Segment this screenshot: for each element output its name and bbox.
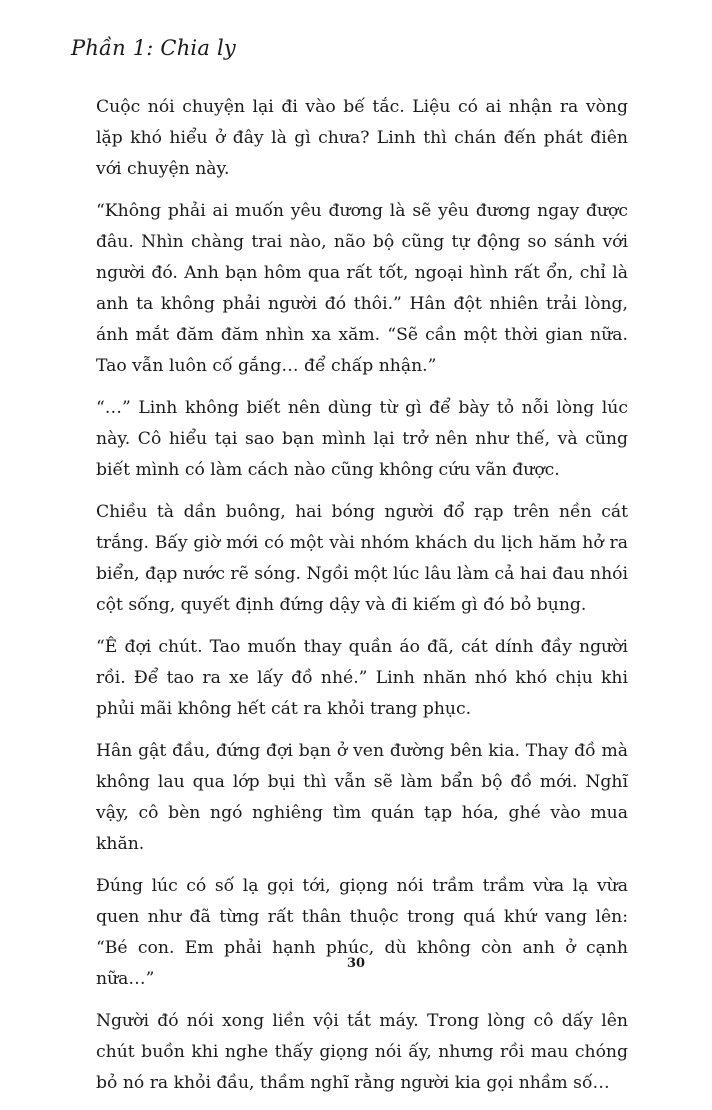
paragraph: Đúng lúc có số lạ gọi tới, giọng nói trầm trầm vừa lạ vừa quen như đã từng rất thân thuộc trong quá khứ vang lên: “Bé con. Em phải hạnh phúc, dù không còn anh ở cạnh nữa…” [96,876,628,989]
paragraph: Người đó nói xong liền vội tắt máy. Trong lòng cô dấy lên chút buồn khi nghe thấy giọng nói ấy, nhưng rồi mau chóng bỏ nó ra khỏi đầu, thầm nghĩ rằng người kia gọi nhầm số… [96,1011,628,1093]
paragraph: “Ê đợi chút. Tao muốn thay quần áo đã, cát dính đầy người rồi. Để tao ra xe lấy đồ nhé.” Linh nhăn nhó khó chịu khi phủi mãi không hết cát ra khỏi trang phục. [96,637,628,719]
paragraph: Cuộc nói chuyện lại đi vào bế tắc. Liệu có ai nhận ra vòng lặp khó hiểu ở đây là gì chưa? Linh thì chán đến phát điên với chuyện này. [96,97,628,179]
paragraph: Hân gật đầu, đứng đợi bạn ở ven đường bên kia. Thay đồ mà không lau qua lớp bụi thì vẫn sẽ làm bẩn bộ đồ mới. Nghĩ vậy, cô bèn ngó nghiêng tìm quán tạp hóa, ghé vào mua khăn. [96,741,628,854]
paragraph: “Không phải ai muốn yêu đương là sẽ yêu đương ngay được đâu. Nhìn chàng trai nào, não bộ cũng tự động so sánh với người đó. Anh bạn hôm qua rất tốt, ngoại hình rất ổn, chỉ là anh ta không phải người đó thôi.” Hân đột nhiên trải lòng, ánh mắt đăm đăm nhìn xa xăm. “Sẽ cần một thời gian nữa. Tao vẫn luôn cố gắng… để chấp nhận.” [96,201,628,376]
paragraph: Chiều tà dần buông, hai bóng người đổ rạp trên nền cát trắng. Bấy giờ mới có một vài nhóm khách du lịch hăm hở ra biển, đạp nước rẽ sóng. Ngồi một lúc lâu làm cả hai đau nhói cột sống, quyết định đứng dậy và đi kiếm gì đó bỏ bụng. [96,502,628,615]
page-number: 30 [346,956,366,971]
chapter-title: Phần 1: Chia ly [71,36,236,60]
paragraph: “…” Linh không biết nên dùng từ gì để bày tỏ nỗi lòng lúc này. Cô hiểu tại sao bạn mình lại trở nên như thế, và cũng biết mình có làm cách nào cũng không cứu vãn được. [96,398,628,480]
